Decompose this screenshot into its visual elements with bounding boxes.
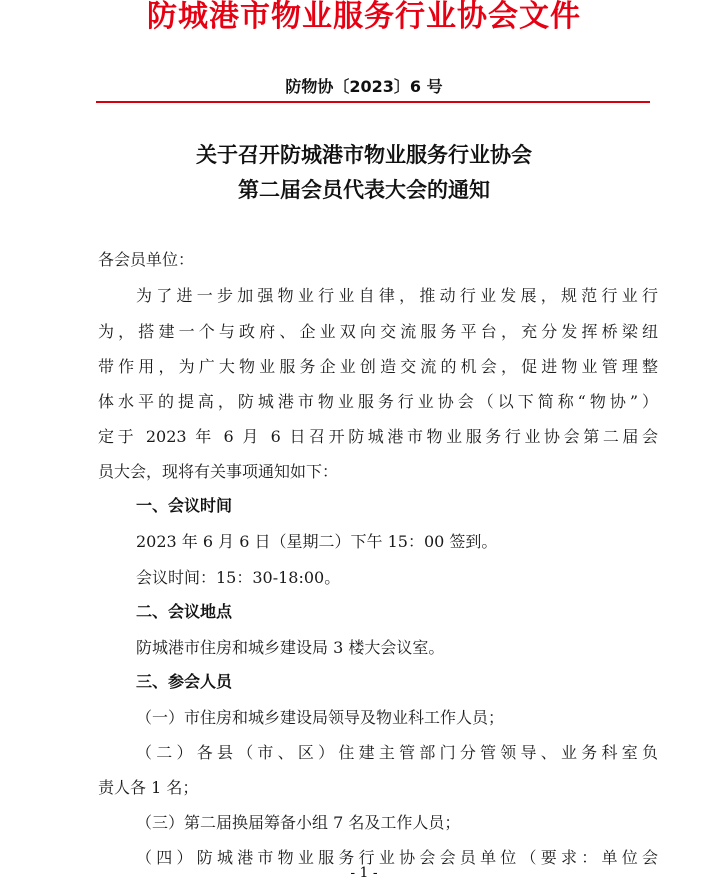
intro-line: 为了进一步加强物业行业自律，推动行业发展，规范行业行	[136, 286, 658, 305]
section-heading-attendees: 三、参会人员	[136, 672, 233, 691]
intro-line: 员大会，现将有关事项通知如下：	[98, 462, 339, 481]
masthead-title: 防城港市物业服务行业协会文件	[147, 0, 581, 34]
notice-title-line-2: 第二届会员代表大会的通知	[238, 178, 490, 202]
attendee-item: （一）市住房和城乡建设局领导及物业科工作人员；	[136, 708, 505, 727]
salutation: 各会员单位：	[98, 250, 195, 269]
section-text: 防城港市住房和城乡建设局 3 楼大会议室。	[136, 638, 445, 657]
intro-line: 带作用，为广大物业服务企业创造交流的机会，促进物业管理整	[98, 357, 658, 376]
intro-line: 定于 2023 年 6 月 6 日召开防城港市物业服务行业协会第二届会	[98, 427, 658, 446]
section-text: 会议时间：15：30-18:00。	[136, 568, 341, 587]
section-text: 2023 年 6 月 6 日（星期二）下午 15：00 签到。	[136, 532, 498, 551]
intro-line: 体水平的提高，防城港市物业服务行业协会（以下简称“物协”）	[98, 392, 658, 411]
page-number: - 1 -	[350, 865, 378, 881]
red-separator-line	[96, 101, 650, 103]
attendee-item: （三）第二届换届筹备小组 7 名及工作人员；	[136, 813, 461, 832]
attendee-item: （四）防城港市物业服务行业协会会员单位（要求：单位会	[136, 848, 658, 867]
attendee-item: 责人各 1 名；	[98, 778, 199, 797]
attendee-item: （二）各县（市、区）住建主管部门分管领导、业务科室负	[136, 743, 658, 762]
section-heading-venue: 二、会议地点	[136, 602, 233, 621]
notice-title-line-1: 关于召开防城港市物业服务行业协会	[196, 143, 532, 167]
document-number: 防物协〔2023〕6 号	[285, 77, 443, 96]
intro-line: 为，搭建一个与政府、企业双向交流服务平台，充分发挥桥梁纽	[98, 322, 658, 341]
section-heading-time: 一、会议时间	[136, 496, 233, 515]
